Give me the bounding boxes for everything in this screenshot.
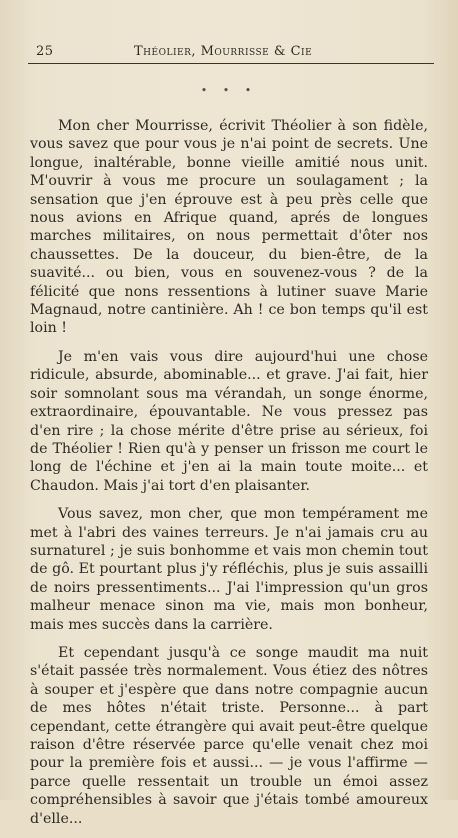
page-number: 25 [36, 44, 54, 59]
paragraph-3: Vous savez, mon cher, que mon tempérament me met à l'abri des vaines terreurs. Je n'ai jamais cru au surnaturel ; je suis bonhomme et vais mon chemin tout de gô. Et pourtant plus j'y réfléchis, plus je suis assailli de noirs pressentiments... J'ai l'impression qu'un gros malheur menace sinon ma vie, mais mon bonheur, mais mes succès dans la carrière. [30, 506, 428, 633]
section-ornament: • • • [200, 84, 258, 97]
paragraph-1: Mon cher Mourrisse, écrivit Théolier à son fidèle, vous savez que pour vous je n'ai point de secrets. Une longue, inaltérable, bonne vieille amitié nous unit. M'ouvrir à vous me procure un soulagament ; la sensation que j'en éprouve est à peu près celle que nous avions en Afrique quand, aprés de longues marches militaires, on nous permettait d'ôter nos chaussettes. De la douceur, du bien-être, de la suavité... ou bien, vous en souvenez-vous ? de la félicité que nons ressentions à lutiner suave Marie Magnaud, notre cantinière. Ah ! ce bon temps qu'il est loin ! [30, 118, 428, 337]
running-head [30, 44, 432, 64]
letter-body [30, 117, 428, 838]
paragraph-4: Et cependant jusqu'à ce songe maudit ma nuit s'était passée très normalement. Vous étiez des nôtres à souper et j'espère que dans notre compagnie aucun de mes hôtes n'était triste. Personne... à part cependant, cette étrangère qui avait peut-être quelque raison d'être réservée parce qu'elle venait chez moi pour la première fois et aussi... — je vous l'affirme — parce quelle ressentait un trouble un émoi assez compréhensibles à savoir que j'étais tombé amoureux d'elle... [30, 644, 428, 827]
paragraph-2: Je m'en vais vous dire aujourd'hui une chose ridicule, absurde, abominable... et grave. J'ai fait, hier soir somnolant sous ma vérandah, un songe énorme, extraordinaire, épouvantable. Ne vous pressez pas d'en rire ; la chose mérite d'être prise au sérieux, foi de Théolier ! Rien qu'à y penser un frisson me court le long de l'échine et j'en ai la main toute moite... et Chaudon. Mais j'ai tort d'en plaisanter. [30, 348, 428, 494]
header-rule [28, 63, 434, 64]
running-title: Théolier, Mourrisse & Cie [134, 44, 313, 59]
